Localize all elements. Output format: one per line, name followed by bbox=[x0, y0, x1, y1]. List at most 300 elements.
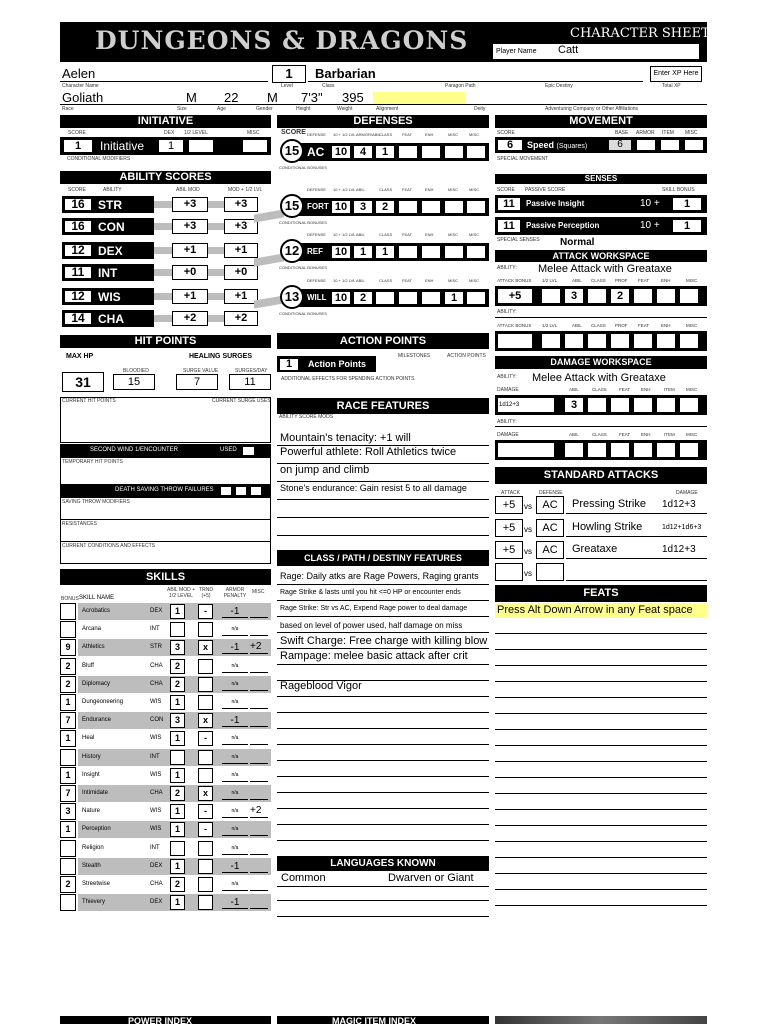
defense-base[interactable]: 10 bbox=[331, 200, 351, 214]
skill-bonus[interactable]: 2 bbox=[60, 658, 76, 675]
defense-col-label: CLASS bbox=[379, 232, 393, 237]
skill-bonus[interactable]: 1 bbox=[60, 730, 76, 747]
init-cond-label: CONDITIONAL MODIFIERS bbox=[67, 156, 131, 162]
skill-trained[interactable] bbox=[198, 859, 213, 874]
speed-armor[interactable] bbox=[636, 139, 656, 151]
defense-feat[interactable] bbox=[398, 145, 418, 159]
attack-col-label: PROF bbox=[615, 323, 628, 328]
skill-bonus[interactable] bbox=[60, 603, 76, 620]
defense-col-label: ABIL bbox=[356, 232, 365, 237]
skill-misc-line bbox=[250, 890, 268, 891]
skill-mod[interactable]: 1 bbox=[170, 895, 185, 910]
skill-misc: +2 bbox=[250, 641, 262, 653]
defense-score[interactable]: 12 bbox=[280, 239, 304, 263]
attack-cell[interactable] bbox=[541, 333, 561, 349]
damage-cell[interactable] bbox=[587, 442, 607, 458]
speed-misc[interactable] bbox=[684, 139, 704, 151]
action-points-label: Action Points bbox=[308, 359, 366, 369]
action-points-value[interactable]: 1 bbox=[279, 358, 299, 371]
rule-line bbox=[277, 517, 489, 518]
defense-col-label: CLASS bbox=[379, 278, 393, 283]
connector bbox=[154, 269, 172, 276]
magic-index-label: MAGIC ITEM INDEX bbox=[332, 1016, 417, 1024]
attack-cell[interactable] bbox=[656, 288, 676, 304]
surge-value[interactable]: 7 bbox=[176, 374, 218, 390]
skill-trained[interactable]: x bbox=[198, 640, 213, 655]
skill-bonus[interactable] bbox=[60, 840, 76, 857]
label-size: Size bbox=[177, 106, 187, 112]
skill-armor: n/a bbox=[231, 790, 239, 796]
ability-mod[interactable]: +1 bbox=[172, 289, 208, 304]
skill-misc-line bbox=[250, 799, 268, 800]
skill-mod[interactable]: 1 bbox=[170, 804, 185, 819]
defense-misc2[interactable] bbox=[466, 145, 486, 159]
skill-armor-line bbox=[222, 835, 248, 836]
skill-mod[interactable]: 2 bbox=[170, 877, 185, 892]
defense-base[interactable]: 10 bbox=[331, 245, 351, 259]
defense-misc[interactable] bbox=[444, 145, 464, 159]
conditions-box[interactable] bbox=[60, 542, 271, 564]
defense-col-label: ENH bbox=[425, 132, 434, 137]
skill-trained[interactable] bbox=[198, 841, 213, 856]
skill-bonus[interactable]: 1 bbox=[60, 767, 76, 784]
feat-line bbox=[495, 761, 707, 762]
damage-dice[interactable] bbox=[497, 442, 555, 458]
size-value: M bbox=[186, 90, 197, 105]
init-score-label: SCORE bbox=[68, 130, 86, 136]
defense-base[interactable]: 10 bbox=[331, 291, 351, 305]
skill-bonus[interactable] bbox=[60, 858, 76, 875]
attack-bonus[interactable]: +5 bbox=[497, 288, 533, 304]
damage-cell[interactable] bbox=[679, 397, 699, 413]
resistances-label: RESISTANCES bbox=[62, 521, 97, 527]
player-name-label: Player Name bbox=[496, 48, 537, 55]
skill-mod[interactable]: 1 bbox=[170, 859, 185, 874]
skill-ability: CHA bbox=[150, 790, 163, 796]
attack-col-label: PROF bbox=[615, 278, 628, 283]
sa-empty-def[interactable] bbox=[536, 563, 564, 581]
defense-misc2[interactable] bbox=[466, 245, 486, 259]
feat-line bbox=[495, 745, 707, 746]
attack-cell[interactable]: 2 bbox=[610, 288, 630, 304]
defense-class[interactable]: 1 bbox=[375, 145, 395, 159]
skill-name: Perception bbox=[82, 826, 111, 833]
initiative-misc[interactable] bbox=[242, 139, 268, 153]
defense-col-label: FEAT bbox=[402, 232, 412, 237]
defense-feat[interactable] bbox=[398, 291, 418, 305]
damage-cell[interactable] bbox=[679, 442, 699, 458]
skill-mod[interactable]: 1 bbox=[170, 822, 185, 837]
defense-class[interactable]: 1 bbox=[375, 245, 395, 259]
ability-mod-half[interactable]: +1 bbox=[224, 289, 258, 304]
skill-armor: n/a bbox=[231, 735, 239, 742]
ab-ability-label: ABILITY bbox=[103, 187, 122, 193]
skill-bonus[interactable] bbox=[60, 621, 76, 638]
class-feature-line: Rage Strike & lasts until you hit <=0 HP or encounter ends bbox=[280, 589, 461, 596]
damage-cell[interactable] bbox=[610, 397, 630, 413]
defense-misc[interactable] bbox=[444, 245, 464, 259]
attack-cell[interactable] bbox=[541, 288, 561, 304]
skill-trained[interactable]: x bbox=[198, 713, 213, 728]
defense-feat[interactable] bbox=[398, 245, 418, 259]
skill-armor-line bbox=[222, 854, 248, 855]
defense-enh[interactable] bbox=[421, 291, 441, 305]
defense-class[interactable]: 2 bbox=[375, 200, 395, 214]
skill-name: Streetwise bbox=[82, 881, 111, 887]
level-box[interactable]: 1 bbox=[272, 65, 306, 83]
attack-cell[interactable] bbox=[587, 288, 607, 304]
skill-trained[interactable] bbox=[198, 677, 213, 692]
second-wind-used[interactable] bbox=[242, 446, 255, 456]
skill-ability: DEX bbox=[150, 862, 163, 869]
skill-bonus[interactable]: 1 bbox=[60, 821, 76, 838]
skill-ability: INT bbox=[150, 844, 160, 851]
label-company: Adventuring Company or Other Affiliations bbox=[545, 106, 639, 112]
sa-bonus[interactable]: +5 bbox=[495, 496, 523, 514]
skill-mod[interactable]: 2 bbox=[170, 659, 185, 674]
ability-score[interactable]: 11 bbox=[64, 266, 92, 279]
skill-ability: DEX bbox=[150, 608, 163, 614]
skill-trained[interactable] bbox=[198, 695, 213, 710]
senses-passive-label: PASSIVE SCORE bbox=[525, 187, 566, 193]
rule-line bbox=[277, 696, 489, 697]
connector bbox=[208, 223, 224, 230]
defense-cond-label: CONDITIONAL BONUSES bbox=[279, 220, 327, 225]
defenses-header: DEFENSES bbox=[277, 115, 489, 128]
sa-vs: vs bbox=[524, 525, 532, 534]
defense-score[interactable]: 13 bbox=[280, 285, 304, 309]
class-feature-line: Rampage: melee basic attack after crit bbox=[280, 650, 468, 662]
skill-misc-line bbox=[250, 617, 268, 618]
skill-armor-line bbox=[222, 726, 248, 727]
ability-score[interactable]: 12 bbox=[64, 290, 92, 303]
class-feature-line: Rageblood Vigor bbox=[280, 680, 362, 692]
saving-mods-box[interactable] bbox=[60, 498, 271, 520]
skill-name: Bluff bbox=[82, 662, 94, 669]
ability-mod[interactable]: +1 bbox=[172, 243, 208, 258]
enter-xp-button[interactable]: Enter XP Here bbox=[650, 66, 702, 82]
skill-armor-line bbox=[222, 635, 248, 636]
skill-armor: n/a bbox=[231, 662, 239, 669]
initiative-half[interactable] bbox=[188, 139, 214, 153]
skill-armor: -1 bbox=[230, 642, 240, 654]
connector bbox=[208, 201, 224, 208]
skill-armor-line bbox=[222, 672, 248, 673]
feat-line bbox=[495, 841, 707, 842]
defense-enh[interactable] bbox=[421, 145, 441, 159]
damage-cell[interactable] bbox=[656, 397, 676, 413]
damage-cell[interactable]: 3 bbox=[564, 397, 584, 413]
weight-value: 395 bbox=[342, 90, 364, 105]
sense-score[interactable]: 11 bbox=[497, 219, 521, 233]
skill-name: Insight bbox=[82, 771, 100, 778]
feat-line bbox=[495, 777, 707, 778]
temp-hp-box[interactable] bbox=[60, 458, 271, 484]
ability-mod-half[interactable]: +0 bbox=[224, 265, 258, 280]
ability-mod[interactable]: +2 bbox=[172, 311, 208, 326]
skill-trnd-label: TRND (+5) bbox=[199, 587, 213, 599]
skill-trained[interactable]: - bbox=[198, 731, 213, 746]
ability-mod-half[interactable]: +2 bbox=[224, 311, 258, 326]
attack-col-label: MISC bbox=[686, 323, 698, 328]
skill-bonus[interactable] bbox=[60, 749, 76, 766]
ability-mod[interactable]: +3 bbox=[172, 197, 208, 212]
skill-mod[interactable]: 3 bbox=[170, 640, 185, 655]
ability-mod-half[interactable]: +3 bbox=[224, 197, 258, 212]
attack-cell[interactable] bbox=[564, 333, 584, 349]
rule-line bbox=[277, 664, 489, 665]
sa-empty-bonus[interactable] bbox=[495, 563, 523, 581]
ability-score[interactable]: 14 bbox=[64, 312, 92, 325]
initiative-dex[interactable]: 1 bbox=[158, 139, 184, 153]
defense-col-label: MISC bbox=[448, 232, 458, 237]
sense-bonus[interactable]: 1 bbox=[672, 197, 702, 211]
attack-cell[interactable] bbox=[633, 333, 653, 349]
rule-line bbox=[277, 600, 489, 601]
ability-mod[interactable]: +3 bbox=[172, 219, 208, 234]
skill-trained[interactable] bbox=[198, 877, 213, 892]
damage-cell[interactable] bbox=[610, 442, 630, 458]
skill-trained[interactable]: - bbox=[198, 804, 213, 819]
skill-bonus[interactable]: 9 bbox=[60, 639, 76, 656]
attack-cell[interactable]: 3 bbox=[564, 288, 584, 304]
defense-abil[interactable]: 2 bbox=[353, 291, 373, 305]
skill-trained[interactable] bbox=[198, 659, 213, 674]
skill-bonus[interactable]: 1 bbox=[60, 694, 76, 711]
damage-col-label: ABIL bbox=[569, 387, 579, 392]
label-deity: Deity bbox=[474, 106, 486, 112]
max-hp-label: MAX HP bbox=[66, 353, 94, 360]
skill-bonus[interactable]: 2 bbox=[60, 876, 76, 893]
skill-trained[interactable] bbox=[198, 768, 213, 783]
skill-bonus[interactable]: 7 bbox=[60, 712, 76, 729]
race-feature-line: Stone's endurance: Gain resist 5 to all damage bbox=[280, 483, 467, 493]
connector bbox=[208, 293, 224, 300]
defense-feat[interactable] bbox=[398, 200, 418, 214]
defense-abil[interactable]: 1 bbox=[353, 245, 373, 259]
defense-misc[interactable] bbox=[444, 200, 464, 214]
race-feature-line: Powerful athlete: Roll Athletics twice bbox=[280, 446, 457, 458]
gender-value: M bbox=[267, 90, 278, 105]
skill-armor: n/a bbox=[231, 771, 239, 778]
feat-line bbox=[495, 793, 707, 794]
rule-line bbox=[277, 616, 489, 617]
sense-name: Passive Perception bbox=[526, 221, 600, 230]
ability-mod[interactable]: +0 bbox=[172, 265, 208, 280]
feat-line bbox=[495, 873, 707, 874]
connector bbox=[154, 223, 172, 230]
skill-mod[interactable]: 1 bbox=[170, 604, 185, 619]
label-age: Age bbox=[217, 106, 226, 112]
skill-mod[interactable] bbox=[170, 622, 185, 637]
resistances-box[interactable] bbox=[60, 520, 271, 542]
defense-col-label: MISC bbox=[469, 278, 479, 283]
alignment-field[interactable] bbox=[373, 92, 465, 104]
class-name: Barbarian bbox=[315, 66, 376, 81]
defense-score[interactable]: 15 bbox=[280, 139, 304, 163]
skill-mod[interactable]: 2 bbox=[170, 677, 185, 692]
skill-trained[interactable]: x bbox=[198, 786, 213, 801]
sa-damage: 1d12+1d6+3 bbox=[662, 524, 702, 531]
defense-abil[interactable]: 4 bbox=[353, 145, 373, 159]
defense-enh[interactable] bbox=[421, 245, 441, 259]
attack-cell[interactable] bbox=[679, 333, 699, 349]
max-hp[interactable]: 31 bbox=[62, 372, 104, 392]
defense-name: REF bbox=[307, 247, 323, 256]
skill-mod[interactable]: 1 bbox=[170, 731, 185, 746]
death-save-3[interactable] bbox=[250, 486, 262, 496]
feat-line bbox=[495, 857, 707, 858]
attack-col-label: MISC bbox=[686, 278, 698, 283]
skill-armor-line bbox=[222, 872, 248, 873]
age-value: 22 bbox=[224, 90, 239, 105]
damage-cell[interactable] bbox=[564, 442, 584, 458]
skill-armor-label: ARMOR PENALTY bbox=[223, 587, 247, 599]
speed-base[interactable]: 6 bbox=[608, 139, 632, 151]
defense-abil[interactable]: 3 bbox=[353, 200, 373, 214]
damage-cell[interactable] bbox=[633, 442, 653, 458]
player-name: Catt bbox=[558, 44, 579, 56]
skill-misc-line bbox=[250, 763, 268, 764]
sa-bonus[interactable]: +5 bbox=[495, 541, 523, 559]
skill-armor-line bbox=[222, 817, 248, 818]
attack-bonus[interactable] bbox=[497, 333, 533, 349]
surges-day-label: SURGES/DAY bbox=[235, 368, 268, 374]
skill-misc: +2 bbox=[250, 805, 262, 817]
ability-score[interactable]: 16 bbox=[64, 220, 92, 233]
sa-vs: vs bbox=[524, 502, 532, 511]
ability-mod-half[interactable]: +1 bbox=[224, 243, 258, 258]
move-score-label: SCORE bbox=[497, 130, 515, 136]
skill-ability: DEX bbox=[150, 899, 163, 906]
milestones-label: MILESTONES bbox=[398, 353, 431, 359]
ability-name: WIS bbox=[98, 290, 121, 304]
death-save-2[interactable] bbox=[235, 486, 247, 496]
sense-bonus[interactable]: 1 bbox=[672, 219, 702, 233]
sa-name: Pressing Strike bbox=[572, 498, 646, 510]
skill-mod[interactable] bbox=[170, 750, 185, 765]
damage-cell[interactable] bbox=[656, 442, 676, 458]
skill-trained[interactable] bbox=[198, 750, 213, 765]
skill-mod[interactable]: 3 bbox=[170, 713, 185, 728]
skill-name: Athletics bbox=[82, 644, 105, 651]
attack-cell[interactable] bbox=[587, 333, 607, 349]
attack-cell[interactable] bbox=[633, 288, 653, 304]
defense-enh[interactable] bbox=[421, 200, 441, 214]
rule-line bbox=[277, 840, 489, 841]
ability-score[interactable]: 12 bbox=[64, 244, 92, 257]
def-score-label: SCORE bbox=[281, 129, 306, 136]
sa-empty-vs: vs bbox=[524, 569, 532, 578]
defense-misc[interactable]: 1 bbox=[444, 291, 464, 305]
skill-bonus[interactable]: 3 bbox=[60, 803, 76, 820]
skill-name: Thievery bbox=[82, 899, 106, 906]
damage-cell[interactable] bbox=[587, 397, 607, 413]
defense-misc2[interactable] bbox=[466, 291, 486, 305]
defense-col-label: ENH bbox=[425, 278, 434, 283]
skill-armor: n/a bbox=[231, 808, 239, 815]
skill-trained[interactable]: - bbox=[198, 822, 213, 837]
connector bbox=[154, 315, 172, 322]
defense-col-label: ABIL bbox=[356, 278, 365, 283]
surges-day[interactable]: 11 bbox=[229, 374, 271, 390]
attack-cell[interactable] bbox=[679, 288, 699, 304]
skill-name: Stealth bbox=[82, 862, 101, 869]
skill-mod[interactable] bbox=[170, 841, 185, 856]
skill-mod[interactable]: 2 bbox=[170, 786, 185, 801]
feat-line bbox=[495, 905, 707, 906]
skill-bonus[interactable] bbox=[60, 894, 76, 911]
damage-cell[interactable] bbox=[633, 397, 653, 413]
damage-dice[interactable]: 1d12+3 bbox=[497, 397, 555, 413]
ability-mod-half[interactable]: +3 bbox=[224, 219, 258, 234]
sa-bonus[interactable]: +5 bbox=[495, 519, 523, 537]
death-save-1[interactable] bbox=[220, 486, 232, 496]
sa-defense[interactable]: AC bbox=[536, 541, 564, 559]
defense-col-label: MISC bbox=[448, 132, 458, 137]
feat-hint[interactable]: Press Alt Down Arrow in any Feat space bbox=[495, 603, 707, 618]
skill-ability: WIS bbox=[150, 771, 162, 778]
skill-trained[interactable]: - bbox=[198, 604, 213, 619]
languages-header: LANGUAGES KNOWN bbox=[277, 856, 489, 871]
skill-armor-line bbox=[222, 908, 248, 909]
defense-base[interactable]: 10 bbox=[331, 145, 351, 159]
init-misc-label: MISC bbox=[247, 130, 260, 136]
defense-col-label: CLASS bbox=[379, 132, 393, 137]
damage-col-label: FEAT bbox=[619, 432, 631, 437]
speed-score[interactable]: 6 bbox=[497, 139, 523, 151]
sa-defense[interactable]: AC bbox=[536, 496, 564, 514]
special-senses-label: SPECIAL SENSES bbox=[497, 237, 540, 243]
sa-vs: vs bbox=[524, 547, 532, 556]
skill-ability: WIS bbox=[150, 735, 162, 742]
defense-col-label: 10 + 1/2 LVL bbox=[333, 132, 356, 137]
speed-item[interactable] bbox=[660, 139, 680, 151]
attack-col-label: CLASS bbox=[591, 278, 606, 283]
sense-score[interactable]: 11 bbox=[497, 197, 521, 211]
initiative-score[interactable]: 1 bbox=[63, 139, 93, 153]
defense-score[interactable]: 15 bbox=[280, 194, 304, 218]
defense-class[interactable] bbox=[375, 291, 395, 305]
skill-mod[interactable]: 1 bbox=[170, 695, 185, 710]
defense-name: WILL bbox=[307, 293, 327, 302]
ab-modhalf-label: MOD + 1/2 LVL bbox=[228, 187, 263, 193]
skill-misc-line bbox=[250, 726, 268, 727]
defense-misc2[interactable] bbox=[466, 200, 486, 214]
sa-defense[interactable]: AC bbox=[536, 519, 564, 537]
defense-cond-label: CONDITIONAL BONUSES bbox=[279, 265, 327, 270]
defense-col-label: DEFENSE bbox=[307, 278, 326, 283]
skill-bonus[interactable]: 2 bbox=[60, 676, 76, 693]
skill-trained[interactable] bbox=[198, 895, 213, 910]
init-half-label: 1/2 LEVEL bbox=[184, 130, 208, 136]
class-features-header: CLASS / PATH / DESTINY FEATURES bbox=[277, 550, 489, 566]
skill-mod[interactable]: 1 bbox=[170, 768, 185, 783]
skill-trained[interactable] bbox=[198, 622, 213, 637]
rule-line bbox=[277, 445, 489, 446]
defense-col-label: ENH bbox=[425, 187, 434, 192]
portrait-image bbox=[495, 1016, 707, 1024]
skill-name: Arcana bbox=[82, 626, 102, 633]
attack-cell[interactable] bbox=[656, 333, 676, 349]
label-level: Level bbox=[281, 83, 293, 89]
bloodied[interactable]: 15 bbox=[113, 374, 155, 390]
skill-bonus[interactable]: 7 bbox=[60, 785, 76, 802]
attack-workspace-header: ATTACK WORKSPACE bbox=[495, 250, 707, 262]
ability-score[interactable]: 16 bbox=[64, 198, 92, 211]
attack-cell[interactable] bbox=[610, 333, 630, 349]
connector bbox=[208, 269, 224, 276]
